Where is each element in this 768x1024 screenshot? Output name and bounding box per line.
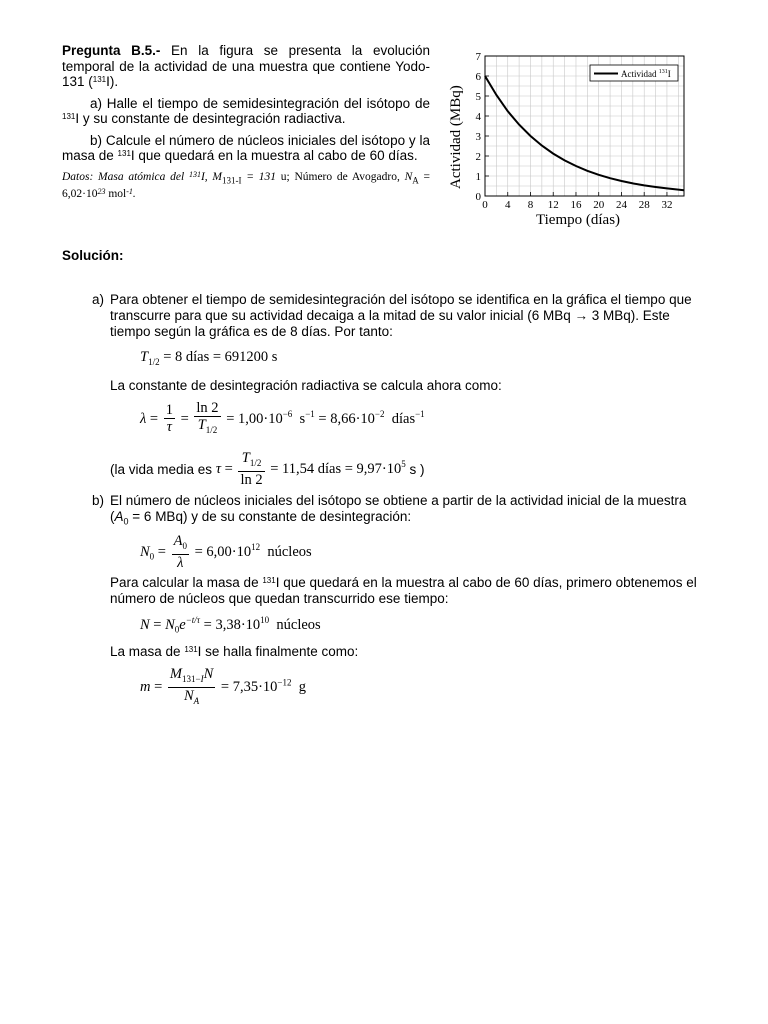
solution-title: Solución: [62, 248, 124, 263]
y-tick-label: 5 [475, 91, 481, 103]
decay-constant-intro: La constante de desintegración radiactiva se calcula ahora como: [110, 378, 502, 393]
solution-part-b: b) El número de núcleos iniciales del isótopo se obtiene a partir de la actividad inicial de la muestra ($A_0 = 6$ MBq) y de su constante de desintegración: [92, 493, 687, 527]
y-tick-label: 6 [475, 71, 481, 83]
x-tick-label: 16 [570, 199, 582, 211]
x-axis-label: Tiempo (días) [536, 212, 621, 228]
final-mass-intro: La masa de $^{131}$I se halla finalmente como: [110, 644, 359, 659]
legend-label: Actividad $^{131}$I [621, 69, 671, 79]
y-tick-label: 1 [475, 171, 481, 183]
question-intro: Pregunta B.5.- En la figura se presenta la evolución temporal de la actividad de una muestra que contiene Yodo-131 ($^{131}$I). [62, 43, 430, 89]
question-data: Datos: Masa atómica del $^{131}$I, $M_{131-I} = 131$ u; Número de Avogadro, $N_A = 6,02\cdot 10^{23}$ mol$^{-1}$. [62, 169, 431, 200]
question-part-a: a) Halle el tiempo de semidesintegración del isótopo de $^{131}$I y su constante de desintegración radiactiva. [62, 95, 430, 126]
question-title: Pregunta B.5.- [62, 43, 161, 58]
x-tick-label: 12 [547, 199, 559, 211]
x-tick-label: 4 [504, 199, 511, 211]
y-tick-label: 4 [475, 111, 481, 123]
equation-initial-nuclei: $N_0$ = $\frac{A_0}{\lambda}$ = $6,00\cdot 10^{12}$ núcleos [140, 533, 312, 571]
activity-chart [440, 46, 692, 232]
y-tick-label: 3 [475, 131, 481, 143]
y-tick-label: 2 [475, 151, 481, 163]
x-tick-label: 28 [638, 199, 650, 211]
question-part-b: b) Calcule el número de núcleos iniciales del isótopo y la masa de $^{131}$I que quedará en la muestra al cabo de 60 días. [62, 132, 430, 163]
equation-final-mass: m = $\frac{M_{131-I}N}{N_A}$ = $7,35\cdot 10^{-12}$ g [140, 666, 306, 706]
x-tick-label: 32 [661, 199, 673, 211]
solution-part-a: a) Para obtener el tiempo de semidesintegración del isótopo se identifica en la gráfica el tiempo que transcurre para que su actividad decaiga a la mitad de su valor inicial (6 MBq → 3 MBq). Este tiempo según la gráfica es de 8 días. Por tanto: [92, 292, 692, 339]
y-tick-label: 0 [475, 191, 481, 203]
equation-remaining-nuclei: $N = N_0e^{-t/\tau} = 3,38\cdot 10^{10}$ núcleos [140, 615, 321, 635]
chart-legend [590, 65, 678, 81]
equation-half-life: $T_{1/2} = 8$ días = 691200 s [140, 349, 278, 367]
mean-life-line: (la vida media es τ = $\frac{T_{1/2}}{\ln 2}$ = 11,54 días = $9,97\cdot 10^5$ s ) [110, 450, 425, 488]
x-tick-label: 0 [482, 199, 488, 211]
equation-decay-constant: λ = $\frac{1}{\tau}$ = $\frac{\ln 2}{T_{1/2}}$ = $1,00\cdot 10^{-6}$ $s^{-1} = 8,66\cdot 10^{-2}$ días$^{-1}$ [140, 400, 425, 436]
mass-intro: Para calcular la masa de $^{131}$I que quedará en la muestra al cabo de 60 días, primero obtenemos el número de núcleos que quedan transcurrido ese tiempo: [110, 575, 697, 606]
series-line-activity [485, 76, 684, 190]
question-block [62, 43, 430, 201]
x-tick-label: 24 [615, 199, 627, 211]
y-tick-label: 7 [475, 51, 481, 63]
x-tick-label: 8 [527, 199, 534, 211]
y-axis-label: Actividad (MBq) [448, 85, 464, 189]
x-tick-label: 20 [593, 199, 605, 211]
